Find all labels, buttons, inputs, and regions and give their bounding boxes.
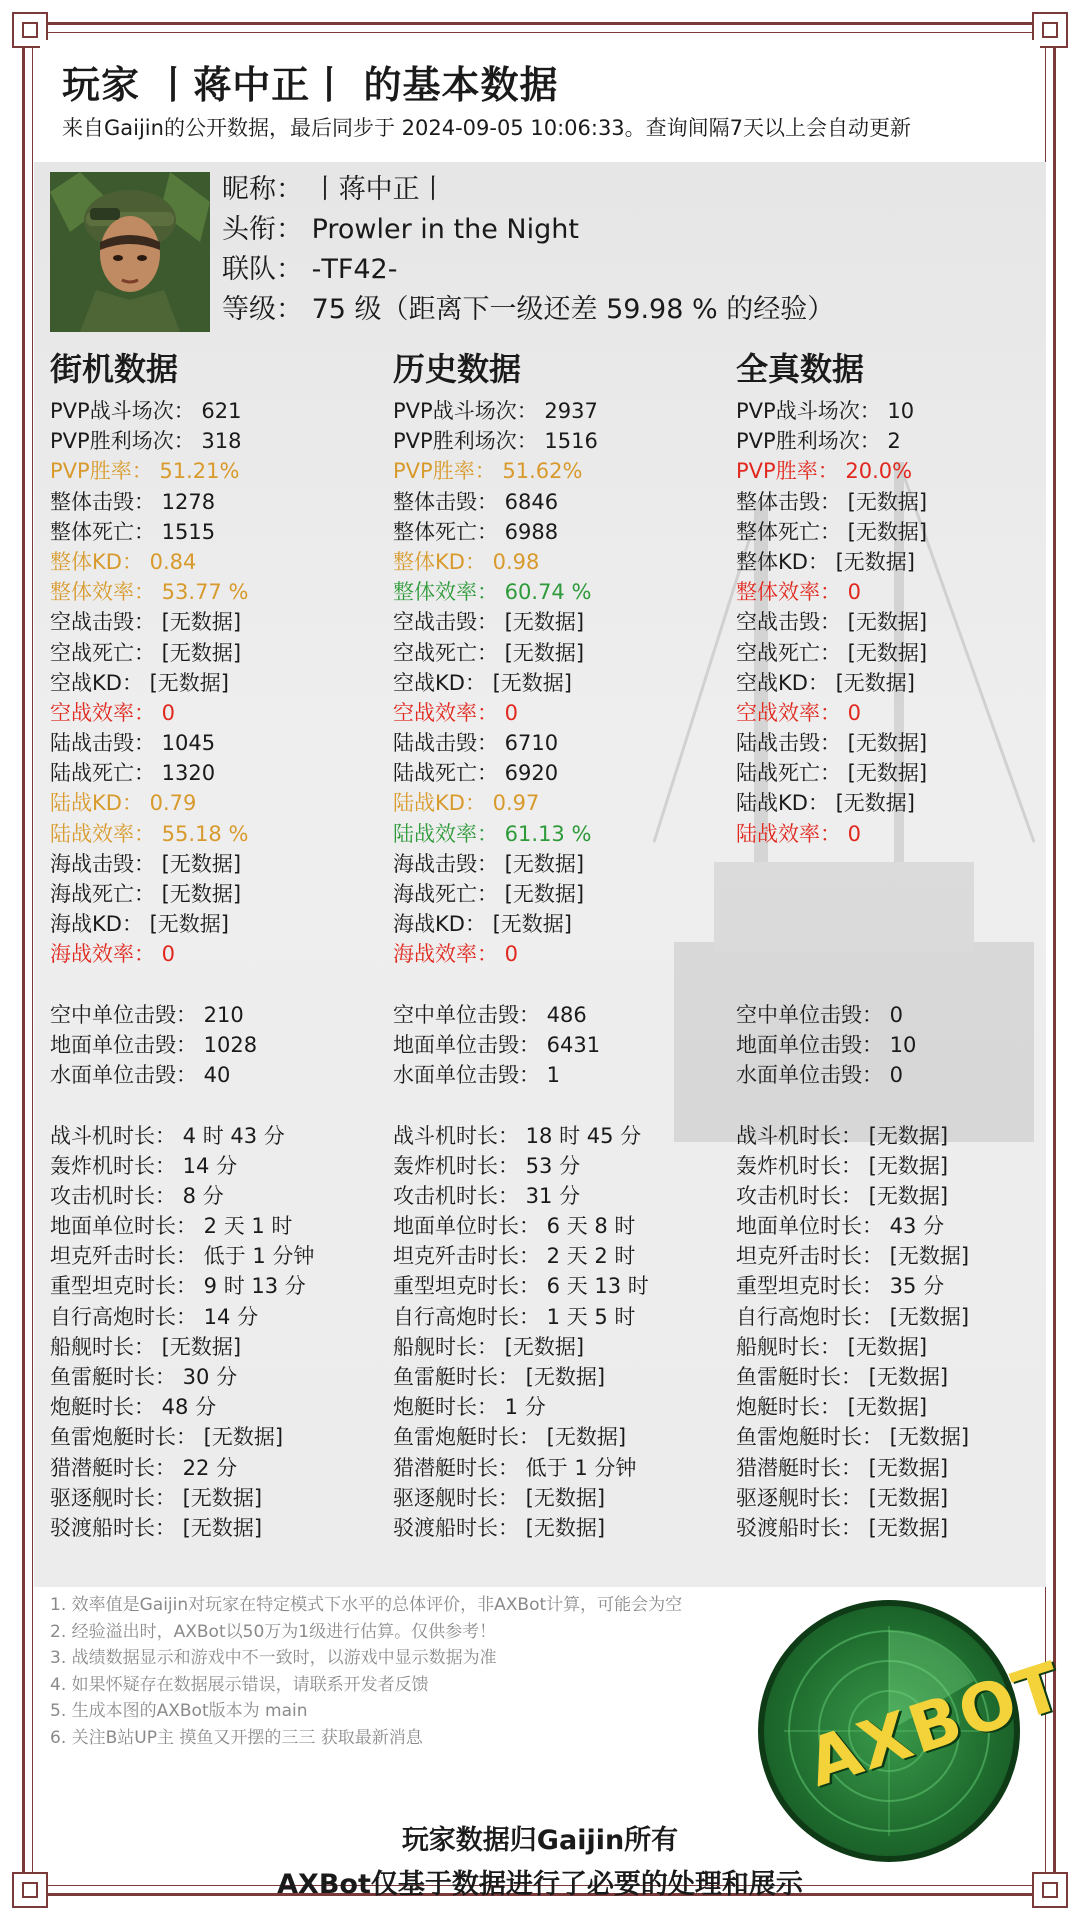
rank-title: 头衔： Prowler in the Night [222, 214, 579, 245]
stat-row: 空战效率： 0 [736, 700, 862, 725]
note-item: 3. 战绩数据显示和游戏中不一致时，以游戏中显示数据为准 [50, 1648, 497, 1668]
stat-row: 陆战击毁： [无数据] [736, 731, 928, 756]
stat-row: 鱼雷艇时长： [无数据] [736, 1365, 949, 1389]
stat-row: 空战效率： 0 [393, 700, 519, 725]
stat-row: 整体KD： 0.98 [393, 549, 540, 574]
stat-row: 攻击机时长： 8 分 [50, 1183, 224, 1208]
stat-row: PVP战斗场次： 2937 [393, 399, 598, 423]
stat-row: 空战击毁： [无数据] [393, 610, 585, 635]
stat-row: 驱逐舰时长： [无数据] [736, 1485, 949, 1510]
stat-row: 驳渡船时长： [无数据] [393, 1515, 606, 1540]
header [40, 40, 1040, 160]
stat-row: 地面单位时长： 6 天 8 时 [393, 1214, 636, 1239]
stat-row: 空中单位击毁： 486 [393, 1002, 587, 1027]
stat-row: 坦克歼击时长： 低于 1 分钟 [50, 1244, 315, 1269]
stat-row: 地面单位时长： 2 天 1 时 [50, 1214, 293, 1239]
stat-row: 坦克歼击时长： 2 天 2 时 [393, 1244, 636, 1269]
note-item: 5. 生成本图的AXBot版本为 main [50, 1701, 308, 1721]
stat-row: 船舰时长： [无数据] [50, 1334, 242, 1359]
stat-row: 空中单位击毁： 210 [50, 1002, 244, 1027]
soldier-avatar-icon [50, 172, 210, 332]
stat-row: 陆战KD： 0.97 [393, 791, 540, 816]
notes [50, 1592, 682, 1751]
note-item: 2. 经验溢出时，AXBot以50万为1级进行估算。仅供参考！ [50, 1621, 497, 1642]
stat-row: 整体效率： 0 [736, 580, 862, 605]
stat-row: 海战死亡： [无数据] [393, 882, 585, 906]
row-spacer [736, 939, 1046, 969]
stats-panel [34, 162, 1046, 1587]
stat-row: 轰炸机时长： 53 分 [393, 1153, 581, 1178]
footer-line-1: 玩家数据归Gaijin所有 [401, 1825, 679, 1856]
row-spacer [736, 970, 1046, 1000]
stat-row: 猎潜艇时长： 22 分 [50, 1455, 238, 1480]
stat-row: 海战效率： 0 [393, 942, 519, 967]
stat-row: PVP战斗场次： 621 [50, 399, 242, 423]
column-title: 全真数据 [736, 350, 865, 388]
stat-row: 空战KD： [无数据] [736, 670, 916, 695]
stat-row: 重型坦克时长： 9 时 13 分 [50, 1274, 306, 1299]
stat-row: 鱼雷炮艇时长： [无数据] [736, 1425, 970, 1450]
stat-row: PVP战斗场次： 10 [736, 399, 915, 423]
stat-row: 空战死亡： [无数据] [393, 640, 585, 665]
stat-row: 轰炸机时长： [无数据] [736, 1153, 949, 1178]
stat-row: 船舰时长： [无数据] [736, 1334, 928, 1359]
stat-row: PVP胜利场次： 318 [50, 429, 242, 454]
stat-row: 水面单位击毁： 0 [736, 1063, 904, 1088]
stat-row: 空战死亡： [无数据] [736, 640, 928, 665]
row-spacer [393, 970, 723, 1000]
note-item: 4. 如果怀疑存在数据展示错误，请联系开发者反馈 [50, 1674, 429, 1695]
row-spacer [736, 849, 1046, 879]
stat-rows [50, 396, 380, 1543]
logo-text: AXBOT [798, 1647, 1073, 1802]
stat-row: 空战死亡： [无数据] [50, 640, 242, 665]
stat-row: 驳渡船时长： [无数据] [50, 1515, 263, 1540]
stat-row: 整体KD： [无数据] [736, 549, 916, 574]
stat-row: PVP胜利场次： 1516 [393, 429, 598, 454]
stat-row: 陆战KD： 0.79 [50, 791, 197, 816]
column-simulator [736, 346, 1046, 1543]
column-arcade [50, 346, 380, 1543]
stat-row: 水面单位击毁： 1 [393, 1063, 561, 1088]
footer-line-2: AXBot仅基于数据进行了必要的处理和展示 [277, 1869, 803, 1900]
stat-row: 自行高炮时长： 14 分 [50, 1304, 259, 1329]
squadron: 联队： -TF42- [222, 254, 398, 285]
stat-row: 整体击毁： 1278 [50, 489, 216, 514]
stat-row: 空战KD： [无数据] [50, 670, 230, 695]
stat-row: 攻击机时长： [无数据] [736, 1183, 949, 1208]
stat-row: 整体击毁： [无数据] [736, 489, 928, 514]
stat-row: 坦克歼击时长： [无数据] [736, 1244, 970, 1269]
stat-row: 整体KD： 0.84 [50, 549, 197, 574]
player-avatar [50, 172, 210, 332]
column-historical [393, 346, 723, 1543]
stat-row: 陆战KD： [无数据] [736, 791, 916, 816]
stat-row: 炮艇时长： 48 分 [50, 1395, 217, 1420]
note-item: 6. 关注B站UP主 摸鱼又开摆的三三 获取最新消息 [50, 1727, 423, 1748]
stat-row: 整体击毁： 6846 [393, 489, 559, 514]
stat-row: 驱逐舰时长： [无数据] [50, 1485, 263, 1510]
stat-row: 水面单位击毁： 40 [50, 1063, 231, 1088]
stat-row: 猎潜艇时长： [无数据] [736, 1455, 949, 1480]
stat-row: 空战击毁： [无数据] [736, 610, 928, 635]
row-spacer [50, 1090, 380, 1120]
stat-row: 空战效率： 0 [50, 700, 176, 725]
stat-row: 船舰时长： [无数据] [393, 1334, 585, 1359]
stat-row: 战斗机时长： [无数据] [736, 1123, 949, 1148]
stat-row: 战斗机时长： 18 时 45 分 [393, 1123, 642, 1148]
stat-row: 轰炸机时长： 14 分 [50, 1153, 238, 1178]
stat-row: 陆战击毁： 1045 [50, 731, 216, 756]
page-title: 玩家 丨蒋中正丨 的基本数据 [62, 63, 559, 107]
stat-row: 海战击毁： [无数据] [50, 851, 242, 876]
stat-row: 整体死亡： 1515 [50, 519, 216, 544]
stat-row: 地面单位击毁： 6431 [393, 1032, 601, 1057]
stat-rows [393, 396, 723, 1543]
row-spacer [736, 879, 1046, 909]
stat-row: 空战击毁： [无数据] [50, 610, 242, 635]
column-title: 街机数据 [50, 350, 179, 388]
stat-row: 地面单位击毁： 10 [736, 1032, 917, 1057]
stat-row: 驱逐舰时长： [无数据] [393, 1485, 606, 1510]
stat-row: 重型坦克时长： 6 天 13 时 [393, 1274, 649, 1299]
stat-row: 自行高炮时长： [无数据] [736, 1304, 970, 1329]
stat-row: 陆战死亡： 1320 [50, 761, 216, 786]
stat-row: 陆战死亡： 6920 [393, 761, 559, 786]
nickname: 昵称： 丨蒋中正丨 [222, 174, 447, 205]
row-spacer [393, 1090, 723, 1120]
row-spacer [736, 909, 1046, 939]
stat-row: 海战效率： 0 [50, 942, 176, 967]
level: 等级： 75 级（距离下一级还差 59.98 % 的经验） [222, 294, 835, 325]
stat-row: 陆战击毁： 6710 [393, 731, 559, 756]
stat-row: 鱼雷炮艇时长： [无数据] [50, 1425, 284, 1450]
stat-row: 陆战效率： 0 [736, 821, 862, 846]
stat-row: 海战死亡： [无数据] [50, 882, 242, 906]
stat-row: 战斗机时长： 4 时 43 分 [50, 1123, 285, 1148]
stat-row: 海战KD： [无数据] [393, 912, 573, 937]
stat-row: 鱼雷炮艇时长： [无数据] [393, 1425, 627, 1450]
stat-rows [736, 396, 1046, 1543]
stat-row: 陆战效率： 55.18 % [50, 821, 249, 846]
stat-row: 地面单位时长： 43 分 [736, 1214, 945, 1239]
stat-row: 陆战死亡： [无数据] [736, 761, 928, 786]
stat-row: PVP胜利场次： 2 [736, 429, 901, 454]
note-item: 1. 效率值是Gaijin对玩家在特定模式下水平的总体评价，非AXBot计算，可能会为空 [50, 1595, 683, 1615]
sync-info: 来自Gaijin的公开数据，最后同步于 2024-09-05 10:06:33。查询间隔7天以上会自动更新 [62, 116, 912, 140]
stat-row: PVP胜率： 51.21% [50, 459, 240, 484]
stat-row: 空中单位击毁： 0 [736, 1002, 904, 1027]
stat-row: PVP胜率： 20.0% [736, 459, 913, 484]
stat-row: 鱼雷艇时长： [无数据] [393, 1365, 606, 1389]
stat-row: 猎潜艇时长： 低于 1 分钟 [393, 1455, 637, 1480]
stat-row: 整体死亡： 6988 [393, 519, 559, 544]
stat-row: 海战击毁： [无数据] [393, 851, 585, 876]
stat-row: 海战KD： [无数据] [50, 912, 230, 937]
column-title: 历史数据 [393, 350, 522, 388]
stat-row: 整体效率： 60.74 % [393, 580, 592, 605]
stat-row: 整体效率： 53.77 % [50, 580, 249, 605]
stat-row: 鱼雷艇时长： 30 分 [50, 1365, 238, 1389]
stat-row: 驳渡船时长： [无数据] [736, 1515, 949, 1540]
stat-row: 炮艇时长： 1 分 [393, 1395, 546, 1420]
stat-row: PVP胜率： 51.62% [393, 459, 583, 484]
row-spacer [736, 1090, 1046, 1120]
stat-row: 空战KD： [无数据] [393, 670, 573, 695]
stat-row: 陆战效率： 61.13 % [393, 821, 592, 846]
row-spacer [50, 970, 380, 1000]
stat-row: 整体死亡： [无数据] [736, 519, 928, 544]
stat-row: 重型坦克时长： 35 分 [736, 1274, 945, 1299]
profile-info [222, 170, 834, 330]
stat-row: 攻击机时长： 31 分 [393, 1183, 581, 1208]
stat-row: 自行高炮时长： 1 天 5 时 [393, 1304, 636, 1329]
stat-row: 地面单位击毁： 1028 [50, 1032, 258, 1057]
stat-row: 炮艇时长： [无数据] [736, 1395, 928, 1420]
